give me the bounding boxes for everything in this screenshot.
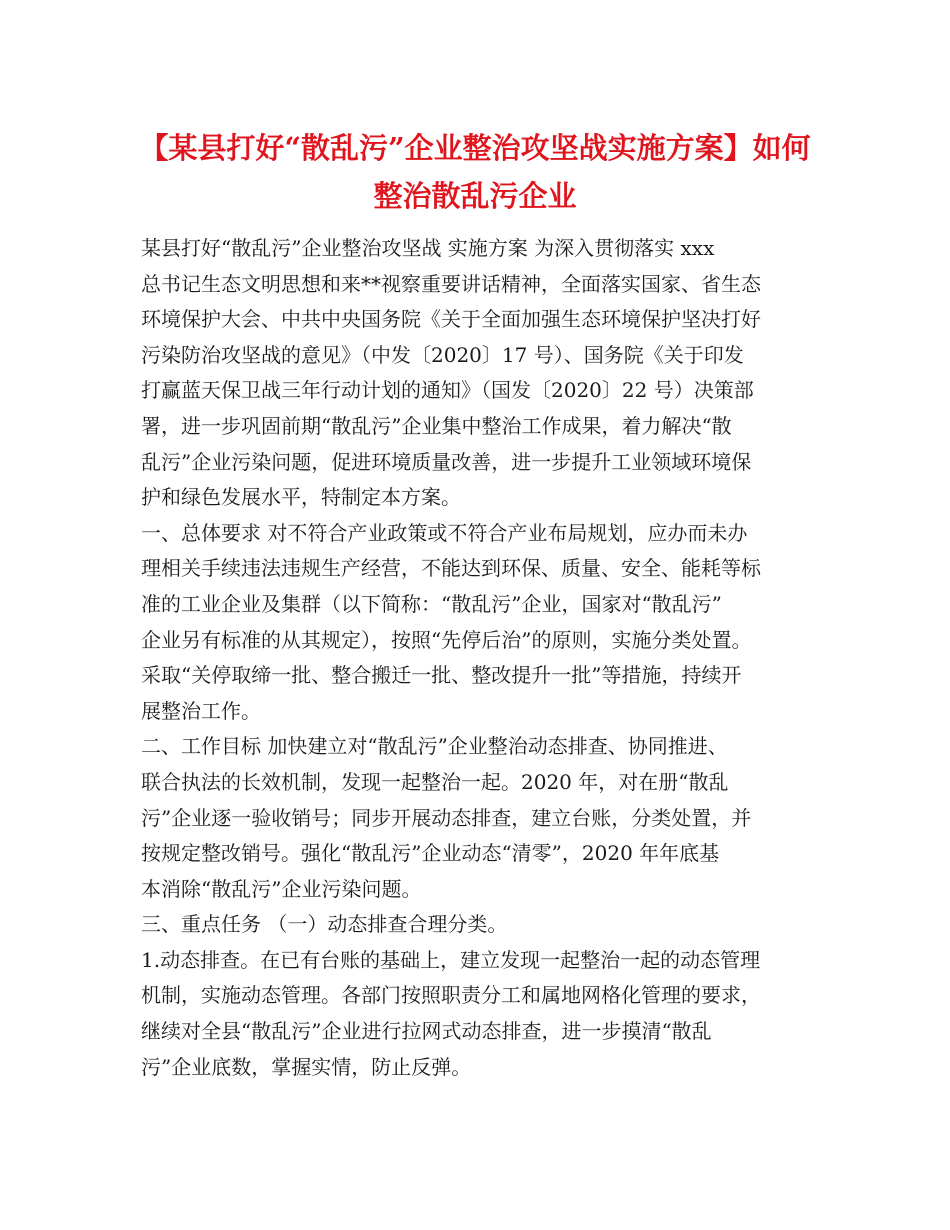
- document-body: [141, 231, 831, 1085]
- body-line: 某县打好“散乱污”企业整治攻坚战 实施方案 为深入贯彻落实 xxx: [141, 236, 715, 260]
- body-line: 理相关手续违法违规生产经营，不能达到环保、质量、安全、能耗等标: [141, 556, 761, 581]
- body-line: 1.动态排查。在已有台账的基础上，建立发现一起整治一起的动态管理: [141, 947, 761, 972]
- title-line-2: 整治散乱污企业: [373, 179, 577, 213]
- body-line: 采取“关停取缔一批、整合搬迁一批、整改提升一批”等措施，持续开: [141, 663, 742, 688]
- body-line: 继续对全县“散乱污”企业进行拉网式动态排查，进一步摸清“散乱: [141, 1019, 712, 1044]
- body-line: 机制，实施动态管理。各部门按照职责分工和属地网格化管理的要求，: [141, 983, 761, 1008]
- body-line: 展整治工作。: [141, 698, 261, 723]
- body-line: 三、重点任务 （一）动态排查合理分类。: [141, 912, 508, 937]
- body-line: 企业另有标准的从其规定），按照“先停后治”的原则，实施分类处置。: [141, 627, 752, 652]
- body-line: 污”企业逐一验收销号；同步开展动态排查，建立台账，分类处置，并: [141, 805, 752, 830]
- body-line: 打赢蓝天保卫战三年行动计划的通知》（国发〔2020〕22 号）决策部: [141, 378, 754, 403]
- body-line: 总书记生态文明思想和来**视察重要讲话精神，全面落实国家、省生态: [141, 271, 761, 296]
- body-line: 准的工业企业及集群（以下简称：“散乱污”企业，国家对“散乱污”: [141, 591, 722, 616]
- body-line: 二、工作目标 加快建立对“散乱污”企业整治动态排查、协同推进、: [141, 734, 728, 759]
- document-title: [120, 124, 830, 220]
- body-line: 乱污”企业污染问题，促进环境质量改善，进一步提升工业领域环境保: [141, 449, 752, 474]
- body-line: 一、总体要求 对不符合产业政策或不符合产业布局规划，应办而未办: [141, 520, 748, 545]
- body-line: 联合执法的长效机制，发现一起整治一起。2020 年，对在册“散乱: [141, 769, 729, 794]
- body-line: 按规定整改销号。强化“散乱污”企业动态“清零”，2020 年年底基: [141, 841, 720, 866]
- body-line: 环境保护大会、中共中央国务院《关于全面加强生态环境保护坚决打好: [141, 307, 761, 332]
- body-line: 本消除“散乱污”企业污染问题。: [141, 876, 422, 901]
- body-line: 护和绿色发展水平，特制定本方案。: [141, 485, 461, 510]
- body-line: 署，进一步巩固前期“散乱污”企业集中整治工作成果，着力解决“散: [141, 413, 732, 438]
- body-line: 污染防治攻坚战的意见》（中发〔2020〕17 号）、国务院《关于印发: [141, 342, 744, 367]
- body-line: 污”企业底数，掌握实情，防止反弹。: [141, 1054, 472, 1079]
- title-line-1: 【某县打好“散乱污”企业整治攻坚战实施方案】如何: [139, 131, 811, 165]
